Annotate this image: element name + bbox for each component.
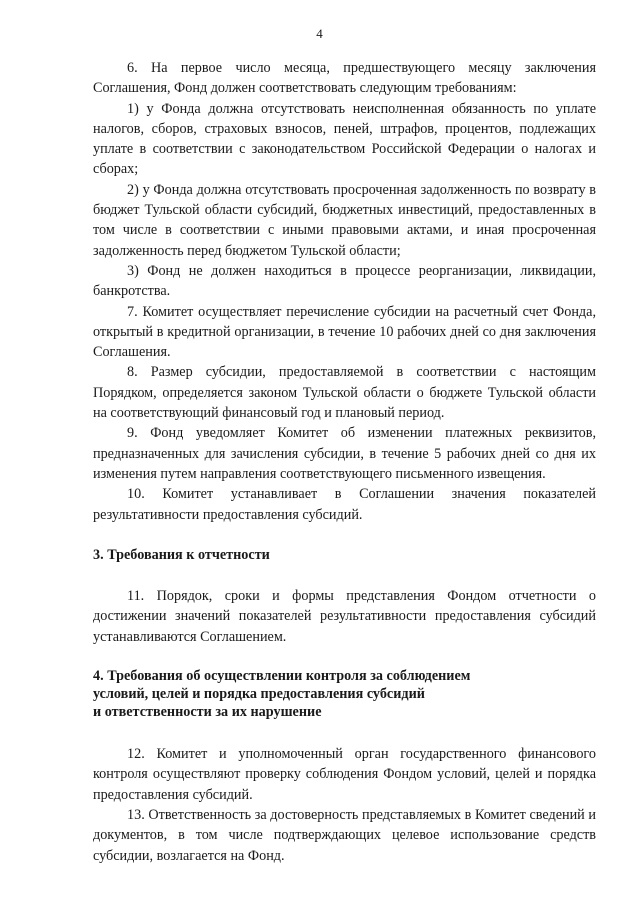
paragraph-9: 9. Фонд уведомляет Комитет об изменении платежных реквизитов, предназначенных для зачисления субсидии, в течение 5 рабочих дней со дня их изменения путем направления соответствующего письменного извещения. (93, 425, 596, 482)
paragraph-6-1: 1) у Фонда должна отсутствовать неисполненная обязанность по уплате налогов, сборов, страховых взносов, пеней, штрафов, процентов, подлежащих уплате в соответствии с законодательством Российской Федерации о налогах и сборах; (93, 100, 596, 178)
paragraph-6-2: 2) у Фонда должна отсутствовать просроченная задолженность по возврату в бюджет Тульской области субсидий, бюджетных инвестиций, предоставленных в том числе в соответствии с иными правовыми актами, и иная просроченная задолженность перед бюджетом Тульской области; (93, 181, 596, 259)
section-4-heading-line-2: условий, целей и порядка предоставления субсидий (93, 686, 425, 703)
paragraph-8: 8. Размер субсидии, предоставляемой в соответствии с настоящим Порядком, определяется законом Тульской области о бюджете Тульской области на соответствующий финансовый год и плановый период. (93, 364, 596, 422)
section-4-heading-line-3: и ответственности за их нарушение (93, 704, 322, 721)
paragraph-6-3: 3) Фонд не должен находиться в процессе реорганизации, ликвидации, банкротства. (93, 262, 596, 300)
document-body (93, 58, 596, 866)
section-4-heading-line-1: 4. Требования об осуществлении контроля за соблюдением (93, 668, 471, 685)
paragraph-7: 7. Комитет осуществляет перечисление субсидии на расчетный счет Фонда, открытый в кредитной организации, в течение 10 рабочих дней со дня заключения Соглашения. (93, 303, 596, 361)
section-3-heading: 3. Требования к отчетности (93, 546, 270, 563)
paragraph-12: 12. Комитет и уполномоченный орган государственного финансового контроля осуществляют проверку соблюдения Фондом условий, целей и порядка предоставления субсидий. (93, 746, 596, 803)
paragraph-11: 11. Порядок, сроки и формы представления Фондом отчетности о достижении значений показателей результативности предоставления субсидий устанавливаются Соглашением. (93, 588, 596, 645)
section-4-heading (93, 667, 596, 721)
paragraph-6: 6. На первое число месяца, предшествующего месяцу заключения Соглашения, Фонд должен соответствовать следующим требованиям: (93, 60, 596, 97)
paragraph-13: 13. Ответственность за достоверность представляемых в Комитет сведений и документов, в том числе подтверждающих целевое использование средств субсидии, возлагается на Фонд. (93, 806, 596, 864)
page-number: 4 (316, 26, 323, 41)
paragraph-10: 10. Комитет устанавливает в Соглашении значения показателей результативности предоставления субсидий. (93, 486, 596, 523)
